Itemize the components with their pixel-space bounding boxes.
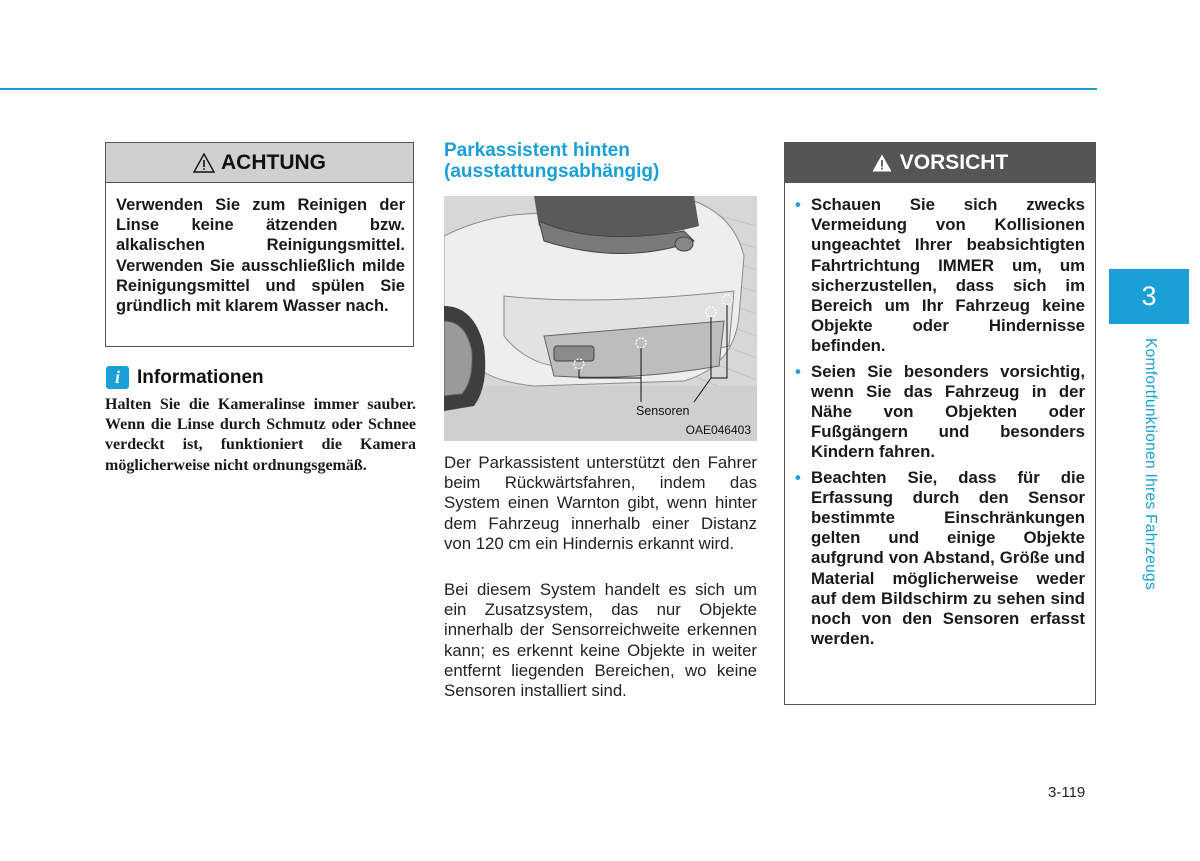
rear-bumper-sensor-figure [444,196,757,441]
paragraph: Bei diesem System handelt es sich um ein Zusatzsystem, das nur Objekte innerhalb der Sensorreichweite erkennen kann; es erkennt keine Objekte in weiter entfernt liegenden Bereichen, wo keine Sensoren installiert sind. [444,580,757,701]
list-item [793,195,1085,357]
list-item-text: Beachten Sie, dass für die Erfassung durch den Sensor bestimmte Einschränkungen gelten und einige Objekte aufgrund von Abstand, Größe und Material möglicherweise weder auf dem Bildschirm zu sehen sind noch von den Sensoren erfasst werden. [811,467,1085,649]
list-item [793,468,1085,650]
section-title [444,140,764,182]
page-number: 3-119 [1048,784,1086,801]
chapter-title-text: Komfortfunktionen Ihres Fahrzeugs [1142,338,1159,590]
car-rear-illustration [444,196,757,441]
bullet-icon: • [795,467,801,487]
vorsicht-box [784,142,1096,705]
info-title: Informationen [137,366,264,388]
section-title-line1: Parkassistent hinten [444,140,630,161]
section-title-line2: (ausstattungsabhängig) [444,161,660,182]
vorsicht-list [785,183,1095,649]
vorsicht-header [785,143,1095,183]
vorsicht-title: VORSICHT [899,151,1009,174]
top-rule [0,88,1097,90]
figure-code: OAE046403 [685,423,751,437]
achtung-header [106,143,413,183]
info-body: Halten Sie die Kameralinse immer sauber. Wenn die Linse durch Schmutz oder Schnee verdeckt ist, funktioniert die Kamera möglicherweise nicht ordnungsgemäß. [105,396,416,474]
figure-caption: Sensoren [636,404,690,418]
list-item [793,362,1085,463]
info-header [106,366,264,389]
list-item-text: Schauen Sie sich zwecks Vermeidung von Kollisionen ungeachtet Ihrer beabsichtigten Fahrtrichtung IMMER um, um sicherzustellen, dass sich im Bereich um Ihr Fahrzeug keine Objekte oder Hindernisse befinden. [811,195,1085,356]
paragraph: Der Parkassistent unterstützt den Fahrer beim Rückwärtsfahren, indem das System einen Warnton gibt, wenn hinter dem Fahrzeug innerhalb einer Distanz von 120 cm ein Hindernis erkannt wird. [444,453,757,553]
chapter-title [1141,338,1161,613]
warning-triangle-icon [193,153,215,173]
warning-triangle-icon [872,154,892,172]
chapter-tab: 3 [1109,269,1189,324]
achtung-box [105,142,414,347]
achtung-title: ACHTUNG [221,150,326,174]
bullet-icon: • [795,195,801,214]
achtung-body: Verwenden Sie zum Reinigen der Linse keine ätzenden bzw. alkalischen Reinigungsmittel. Verwenden Sie ausschließlich milde Reinigungsmittel und spülen Sie gründlich mit klarem Wasser nach. [116,196,405,316]
bullet-icon: • [795,361,801,381]
list-item-text: Seien Sie besonders vorsichtig, wenn Sie das Fahrzeug in der Nähe von Objekten oder Fußgängern und besonders Kindern fahren. [811,361,1085,462]
info-icon: i [106,366,129,389]
